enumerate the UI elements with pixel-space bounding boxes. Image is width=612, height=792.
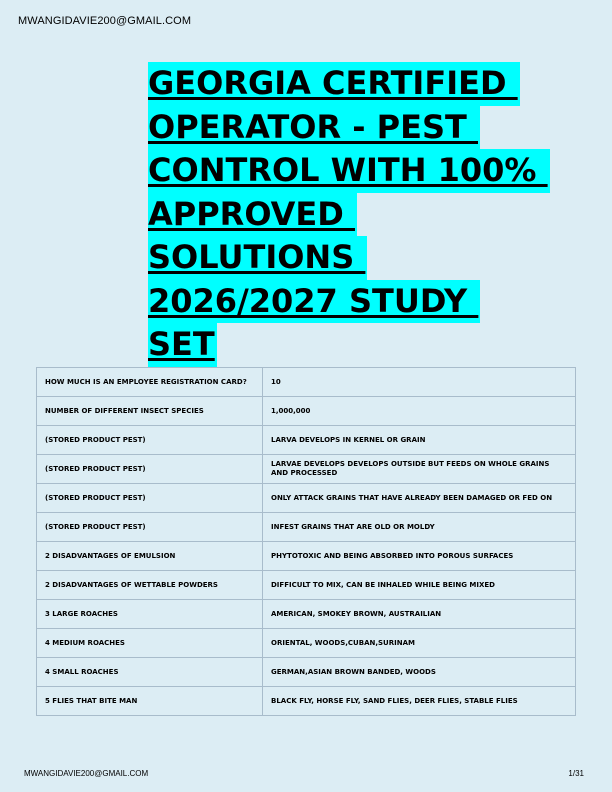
definition-cell: PHYTOTOXIC AND BEING ABSORBED INTO POROUS SURFACES	[263, 542, 576, 571]
definition-cell: 10	[263, 368, 576, 397]
definition-cell: LARVAE DEVELOPS DEVELOPS OUTSIDE BUT FEEDS ON WHOLE GRAINS AND PROCESSED	[263, 455, 576, 484]
definition-cell: AMERICAN, SMOKEY BROWN, AUSTRAILIAN	[263, 600, 576, 629]
table-row	[37, 542, 576, 571]
title-line: SOLUTIONS	[148, 236, 367, 280]
header-email: MWANGIDAVIE200@GMAIL.COM	[18, 15, 192, 27]
term-cell: 4 SMALL ROACHES	[37, 658, 263, 687]
table-row	[37, 397, 576, 426]
page-number: 1/31	[568, 769, 584, 778]
definition-cell: 1,000,000	[263, 397, 576, 426]
table-row	[37, 687, 576, 716]
table-row	[37, 426, 576, 455]
flashcard-table	[36, 367, 576, 716]
title-line: SET	[148, 323, 217, 367]
term-cell: 5 FLIES THAT BITE MAN	[37, 687, 263, 716]
definition-cell: ORIENTAL, WOODS,CUBAN,SURINAM	[263, 629, 576, 658]
document-title	[148, 62, 598, 367]
title-line: 2026/2027 STUDY	[148, 280, 480, 324]
footer-email: MWANGIDAVIE200@GMAIL.COM	[24, 769, 149, 778]
table-row	[37, 658, 576, 687]
term-cell: (STORED PRODUCT PEST)	[37, 513, 263, 542]
term-cell: 2 DISADVANTAGES OF EMULSION	[37, 542, 263, 571]
term-cell: 3 LARGE ROACHES	[37, 600, 263, 629]
term-cell: 4 MEDIUM ROACHES	[37, 629, 263, 658]
table-row	[37, 484, 576, 513]
definition-cell: ONLY ATTACK GRAINS THAT HAVE ALREADY BEEN DAMAGED OR FED ON	[263, 484, 576, 513]
definition-cell: DIFFICULT TO MIX, CAN BE INHALED WHILE BEING MIXED	[263, 571, 576, 600]
title-line: CONTROL WITH 100%	[148, 149, 550, 193]
title-line: APPROVED	[148, 193, 357, 237]
definition-cell: LARVA DEVELOPS IN KERNEL OR GRAIN	[263, 426, 576, 455]
table-row	[37, 571, 576, 600]
term-cell: 2 DISADVANTAGES OF WETTABLE POWDERS	[37, 571, 263, 600]
table-row	[37, 600, 576, 629]
definition-cell: INFEST GRAINS THAT ARE OLD OR MOLDY	[263, 513, 576, 542]
term-cell: HOW MUCH IS AN EMPLOYEE REGISTRATION CARD?	[37, 368, 263, 397]
title-line: GEORGIA CERTIFIED	[148, 62, 520, 106]
table-row	[37, 629, 576, 658]
definition-cell: GERMAN,ASIAN BROWN BANDED, WOODS	[263, 658, 576, 687]
term-cell: (STORED PRODUCT PEST)	[37, 426, 263, 455]
term-cell: (STORED PRODUCT PEST)	[37, 455, 263, 484]
term-cell: (STORED PRODUCT PEST)	[37, 484, 263, 513]
table-row	[37, 513, 576, 542]
table-row	[37, 455, 576, 484]
term-cell: NUMBER OF DIFFERENT INSECT SPECIES	[37, 397, 263, 426]
table-row	[37, 368, 576, 397]
title-line: OPERATOR - PEST	[148, 106, 480, 150]
definition-cell: BLACK FLY, HORSE FLY, SAND FLIES, DEER FLIES, STABLE FLIES	[263, 687, 576, 716]
